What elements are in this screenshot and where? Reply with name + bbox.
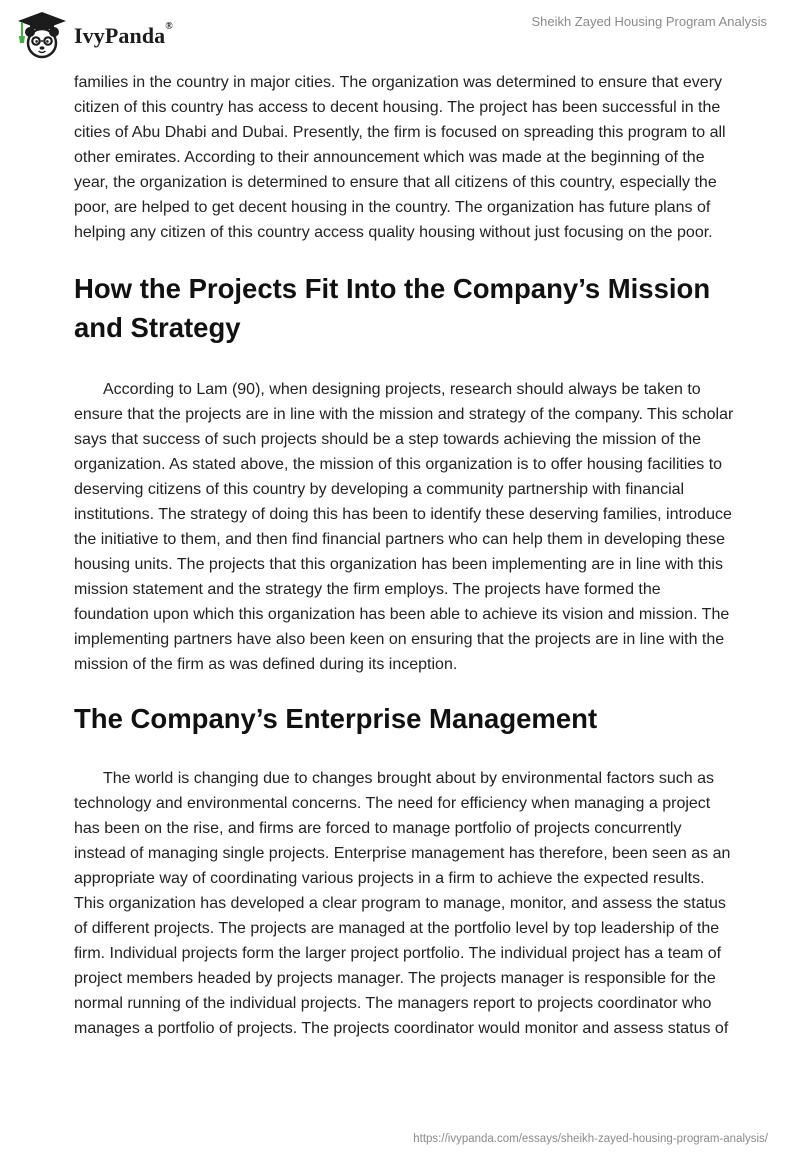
ivypanda-logo[interactable] [14,10,173,60]
panda-graduate-logo-icon [14,10,70,60]
section-heading-enterprise-management: The Company’s Enterprise Management [74,703,598,734]
section-paragraph-mission-strategy: According to Lam (90), when designing projects, research should always be taken to ensure that the projects are in line with the mission and strategy of the company. This scholar says that success of such projects should be a step towards achieving the mission of the organization. As stated above, the mission of this organization is to offer housing facilities to deserving citizens of this country by developing a community partnership with financial institutions. The strategy of doing this has been to identify these deserving families, introduce the initiative to them, and then find financial partners who can help them in developing these housing units. The projects that this organization has been implementing are in line with this mission statement and the strategy the firm employs. The projects have formed the foundation upon which this organization has been able to achieve its vision and mission. The implementing partners have also been keen on ensuring that the projects are in line with the mission of the firm as was defined during its inception. [74,381,734,673]
section-heading-mission-strategy: How the Projects Fit Into the Company’s Mission and Strategy [74,273,711,343]
registered-mark: ® [165,21,173,32]
intro-paragraph: families in the country in major cities. The organization was determined to ensure that every citizen of this country has access to decent housing. The project has been successful in the cities of Abu Dhabi and Dubai. Presently, the firm is focused on spreading this program to all other emirates. According to their announcement which was made at the beginning of the year, the organization is determined to ensure that all citizens of this country, especially the poor, are helped to get decent housing in the country. The organization has future plans of helping any citizen of this country access quality housing without just focusing on the poor. [74,74,726,241]
source-url-link[interactable]: https://ivypanda.com/essays/sheikh-zayed-housing-program-analysis/ [413,1133,768,1145]
page-header [0,0,800,66]
section-paragraph-enterprise-management: The world is changing due to changes brought about by environmental factors such as technology and environmental concerns. The need for efficiency when managing a project has been on the rise, and firms are forced to manage portfolio of projects concurrently instead of managing single projects. Enterprise management has therefore, been seen as an appropriate way of coordinating various projects in a firm to achieve the expected results. This organization has developed a clear program to manage, monitor, and assess the status of different projects. The projects are managed at the portfolio level by top leadership of the firm. Individual projects form the larger project portfolio. The individual project has a team of project members headed by projects manager. The projects manager is responsible for the normal running of the individual projects. The managers report to projects coordinator who manages a portfolio of projects. The projects coordinator would monitor and assess status of [74,770,731,1037]
brand-name: IvyPanda® [74,21,173,48]
essay-body [74,70,734,1041]
document-title: Sheikh Zayed Housing Program Analysis [531,14,767,29]
